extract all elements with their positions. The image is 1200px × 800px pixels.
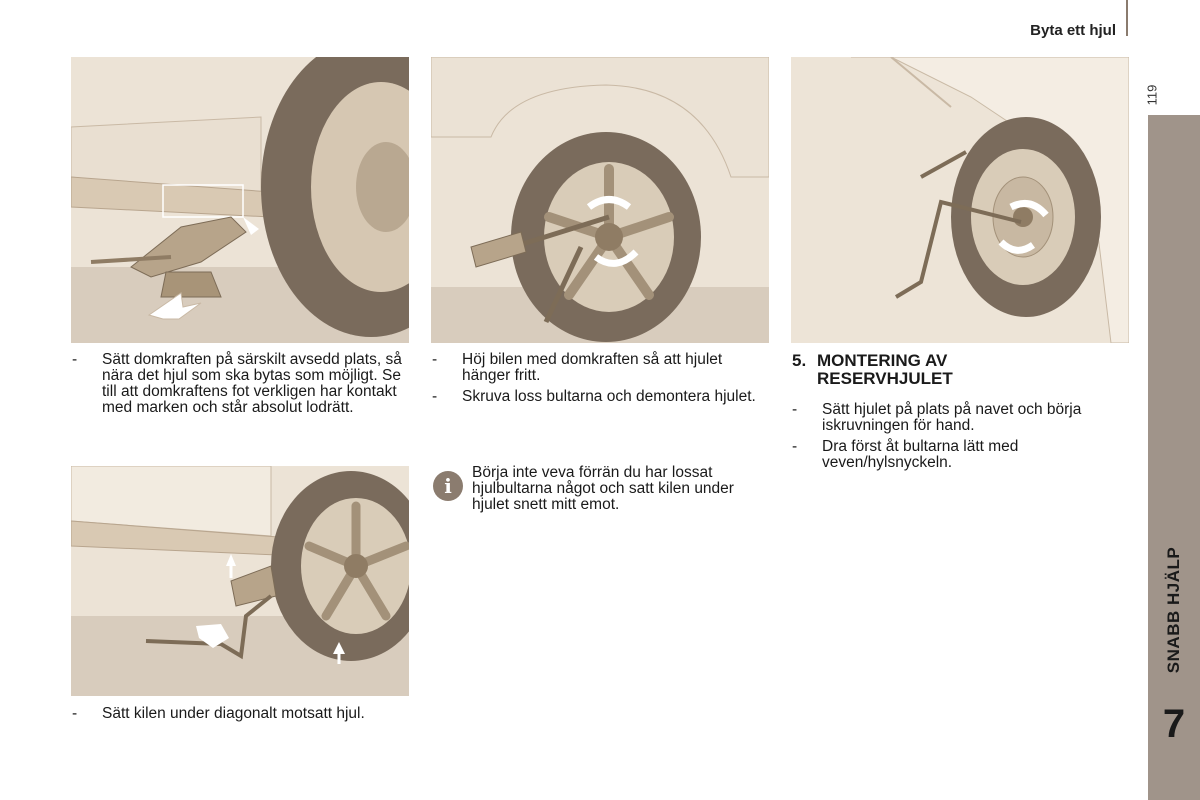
car-jack-placement-icon [71,57,409,343]
list-item: - Sätt hjulet på plats på navet och börja iskruvningen för hand. [792,401,1082,434]
section-title: Byta ett hjul [1030,22,1116,39]
wheel-chock-icon [71,466,409,696]
spare-wheel-mounting-illustration [791,57,1129,343]
loosen-bolts-illustration [431,57,769,343]
wheel-brace-loosening-icon [431,57,769,343]
list-item: - Dra först åt bultarna lätt med veven/hylsnyckeln. [792,438,1019,471]
list-item: - Höj bilen med domkraften så att hjulet hänger fritt. [432,351,723,384]
list-item: - Sätt kilen under diagonalt motsatt hjul. [72,705,365,722]
info-icon: i [433,471,463,501]
jack-placement-illustration [71,57,409,343]
chapter-number: 7 [1162,702,1186,746]
wheel-chock-illustration [71,466,409,696]
chapter-tab-label: SNABB HJÄLP [1164,546,1183,674]
list-item: - Sätt domkraften på särskilt avsedd plats, så nära det hjul som ska bytas som möjligt. Se till att domkraftens fot verkligen har kontakt med marken och står absolut lodrätt. [72,351,402,416]
section-heading: 5. MONTERING AV RESERVHJULET [792,351,953,388]
header-divider [1126,0,1128,36]
page-number: 119 [1144,84,1160,106]
list-item: - Skruva loss bultarna och demontera hjulet. [432,388,756,405]
spare-wheel-mounting-icon [791,57,1129,343]
info-note: Börja inte veva förrän du har lossat hjulbultarna något och satt kilen under hjulet snett mitt emot. [472,464,734,513]
